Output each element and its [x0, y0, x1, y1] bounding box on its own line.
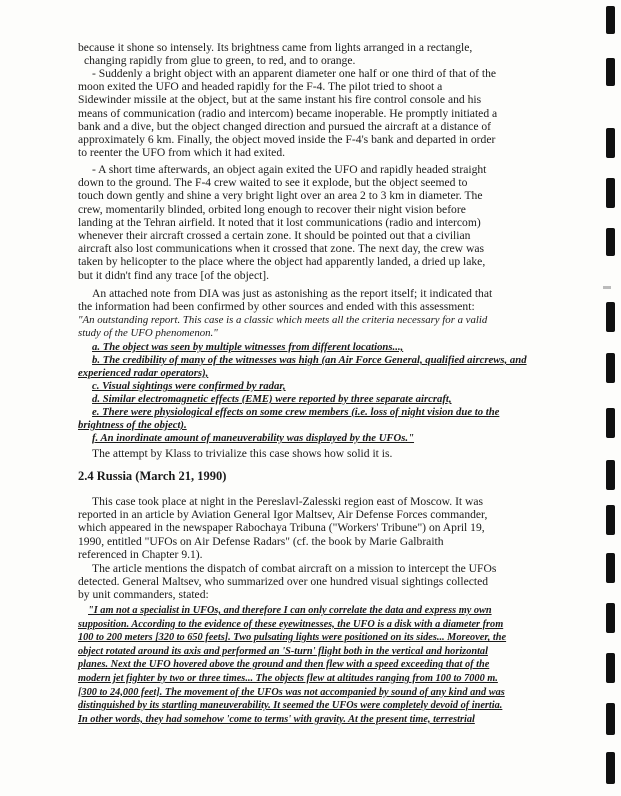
text-line: landing at the Tehran airfield. It noted that it lost communications (radio and intercom) — [78, 215, 481, 229]
text-line: down to the ground. The F-4 crew waited to see it explode, but the object seemed to — [78, 176, 468, 190]
binder-mark — [606, 178, 615, 208]
binder-mark — [606, 353, 615, 383]
paragraph-sidewinder — [78, 67, 560, 159]
text-line: moon exited the UFO and headed rapidly for the F-4. The pilot tried to shoot a — [78, 80, 443, 94]
quote-line: distinguished by its startling maneuverability. It seemed the UFOs were completely devoid of inertia. — [78, 700, 503, 712]
quote-line: "I am not a specialist in UFOs, and therefore I can only correlate the data and express my own — [88, 605, 492, 616]
quote-line: planes. Next the UFO hovered above the ground and then flew with a speed exceeding that of the — [78, 659, 490, 671]
text-line: aircraft also lost communications when it crossed that zone. The next day, the crew was — [78, 242, 484, 256]
binder-mark — [606, 653, 615, 683]
criterion-item: experienced radar operators), — [78, 367, 209, 379]
criterion-item: a. The object was seen by multiple witnesses from different locations..., — [92, 341, 404, 353]
text-line: but it didn't find any trace [of the object]. — [78, 268, 270, 282]
text-line: crew, momentarily blinded, orbited long enough to recover their night vision before — [78, 202, 466, 216]
maltsev-quote — [78, 604, 560, 726]
text-line: An attached note from DIA was just as astonishing as the report itself; it indicated that — [92, 287, 493, 300]
binder-mark — [606, 752, 615, 784]
text-line: Sidewinder missile at the object, but at the same instant his fire control console and his — [78, 93, 482, 107]
text-line: because it shone so intensely. Its brightness came from lights arranged in a rectangle, — [78, 41, 473, 54]
quote-line: 100 to 200 meters [320 to 650 feets]. Two pulsating lights were positioned on its sides... Moreover, the — [78, 632, 507, 644]
text-line: bank and a dive, but the object changed direction and pursued the aircraft at a distance of — [78, 119, 492, 133]
binder-mark — [606, 302, 615, 332]
criterion-item: c. Visual sightings were confirmed by radar, — [92, 380, 286, 392]
text-line: referenced in Chapter 9.1). — [78, 547, 203, 561]
criterion-item: b. The credibility of many of the witnesses was high (an Air Force General, qualified aircrews, and — [92, 354, 527, 366]
text-line: 1990, entitled "UFOs on Air Defense Radars" (cf. the book by Marie Galbraith — [78, 534, 444, 548]
text-line: The attempt by Klass to trivialize this case shows how solid it is. — [92, 447, 393, 460]
quote-line: [300 to 24,000 feet]. The movement of the UFOs was not accompanied by sound of any kind and was — [78, 686, 505, 698]
text-line: - A short time afterwards, an object again exited the UFO and rapidly headed straight — [92, 163, 487, 176]
text-line: to reenter the UFO from which it had exited. — [78, 146, 286, 160]
criterion-item: e. There were physiological effects on some crew members (i.e. loss of night vision due to the — [92, 406, 500, 418]
text-line: detected. General Maltsev, who summarized over one hundred visual sightings collected — [78, 575, 489, 589]
text-line: study of the UFO phenomenon." — [78, 327, 218, 340]
quote-line: supposition. According to the evidence of these eyewitnesses, the UFO is a disk with a diameter from — [78, 618, 504, 630]
paragraph-dia-note — [78, 287, 560, 313]
quote-line: In other words, they had somehow 'come to terms' with gravity. At the present time, terrestrial — [78, 713, 475, 725]
text-line: reported in an article by Aviation General Igor Maltsev, Air Defense Forces commander, — [78, 508, 488, 522]
criterion-item: f. An inordinate amount of maneuverability was displayed by the UFOs." — [92, 432, 415, 444]
binder-mark — [606, 6, 615, 34]
text-line: changing rapidly from glue to green, to red, and to orange. — [84, 54, 356, 68]
text-line: The article mentions the dispatch of combat aircraft on a mission to intercept the UFOs — [92, 562, 497, 575]
binder-mark — [606, 228, 615, 256]
binder-dot — [603, 286, 611, 289]
text-line: means of communication (radio and intercom) became inoperable. He promptly initiated a — [78, 106, 498, 120]
binder-mark — [606, 703, 615, 735]
text-line: whenever their aircraft crossed a certain zone. It should be pointed out that a civilian — [78, 229, 471, 243]
text-line: the information had been confirmed by other sources and ended with this assessment: — [78, 300, 475, 314]
quote-line: modern jet fighter by two or three times... The objects flew at altitudes ranging from 100 to 7000 m. — [78, 672, 498, 684]
paragraph-maltsev — [78, 562, 560, 602]
text-line: "An outstanding report. This case is a classic which meets all the criteria necessary for a valid — [78, 314, 488, 326]
paragraph-touchdown — [78, 163, 560, 282]
document-page — [78, 0, 560, 796]
text-line: - Suddenly a bright object with an apparent diameter one half or one third of that of the — [92, 67, 497, 80]
binder-mark — [606, 58, 615, 86]
criterion-item: brightness of the object). — [78, 419, 187, 431]
text-line: which appeared in the newspaper Rabochaya Tribuna ("Workers' Tribune") on April 19, — [78, 521, 485, 535]
dia-assessment-quote — [78, 314, 560, 340]
binder-mark — [606, 408, 615, 438]
binder-mark — [606, 460, 615, 490]
section-heading: 2.4 Russia (March 21, 1990) — [78, 469, 227, 483]
text-line: taken by helicopter to the place where the object had apparently landed, a dried up lake, — [78, 255, 486, 269]
criterion-item: d. Similar electromagnetic effects (EME) were reported by three separate aircraft, — [92, 393, 452, 405]
binder-mark — [606, 128, 615, 158]
text-line: approximately 6 km. Finally, the object moved inside the F-4's bank and departed in order — [78, 133, 496, 147]
paragraph-klass — [78, 447, 560, 460]
criteria-list — [78, 341, 560, 445]
binder-mark — [606, 505, 615, 535]
text-line: touch down gently and shine a very bright light over an area 2 to 3 km in diameter. The — [78, 189, 483, 203]
paragraph-pereslavl — [78, 495, 560, 561]
text-line: This case took place at night in the Pereslavl-Zalesski region east of Moscow. It was — [92, 495, 484, 508]
text-line: by unit commanders, stated: — [78, 588, 209, 602]
binder-mark — [606, 603, 615, 633]
paragraph-brightness — [78, 41, 560, 67]
quote-line: object rotated around its axis and performed an 'S-turn' flight both in the vertical and horizontal — [78, 645, 488, 657]
binder-mark — [606, 553, 615, 583]
